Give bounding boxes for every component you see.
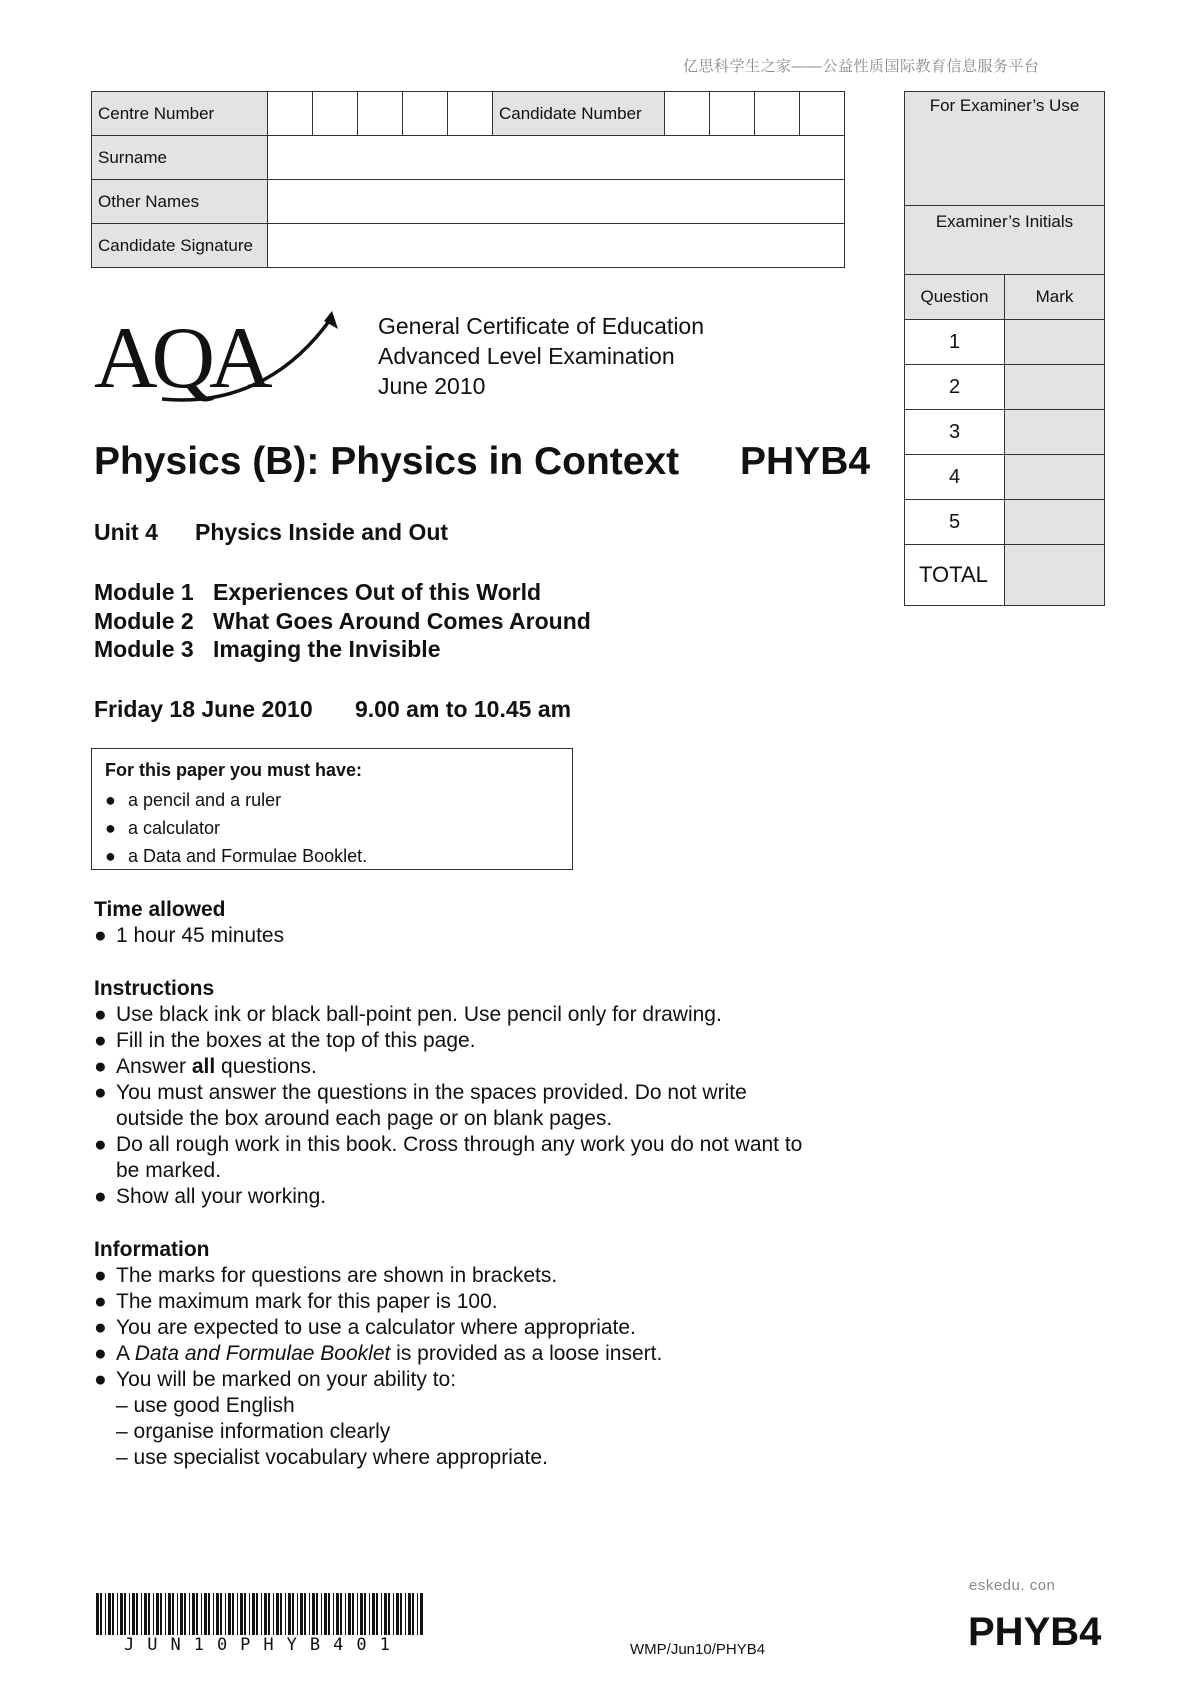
barcode-bar: [372, 1593, 375, 1635]
question-header: Question: [905, 275, 1005, 320]
information-subitem: – use good English: [116, 1394, 295, 1417]
barcode-bar: [165, 1593, 166, 1635]
barcode-bar: [324, 1593, 327, 1635]
barcode-bar: [252, 1593, 255, 1635]
information-item: ● You will be marked on your ability to:: [94, 1368, 457, 1391]
watermark-text: 亿思科学生之家——公益性质国际教育信息服务平台: [683, 58, 1040, 75]
instruction-text: Use black ink or black ball-point pen. Use pencil only for drawing.: [116, 1003, 722, 1026]
barcode-bar: [316, 1593, 318, 1635]
question-number: 3: [905, 410, 1005, 455]
barcode-bar: [268, 1593, 270, 1635]
instruction-text: Do all rough work in this book. Cross through any work you do not want to be marked.: [116, 1133, 803, 1182]
mark-header: Mark: [1005, 275, 1104, 320]
centre-number-box[interactable]: [448, 92, 493, 136]
instruction-item: ● Fill in the boxes at the top of this page.: [94, 1029, 476, 1052]
must-have-item: ● a Data and Formulae Booklet.: [105, 846, 368, 866]
barcode-bar: [237, 1593, 238, 1635]
candidate-number-label: Candidate Number: [493, 92, 665, 136]
module-title: Imaging the Invisible: [213, 636, 441, 662]
barcode-bar: [285, 1593, 286, 1635]
centre-number-box[interactable]: [403, 92, 448, 136]
barcode-bar: [144, 1593, 147, 1635]
instruction-text: Show all your working.: [116, 1185, 327, 1208]
instructions-heading: Instructions: [94, 977, 215, 1000]
candidate-signature-label: Candidate Signature: [92, 224, 268, 268]
information-text: You will be marked on your ability to:: [116, 1368, 457, 1391]
barcode-bar: [124, 1593, 126, 1635]
barcode-bar: [184, 1593, 186, 1635]
module-item: [94, 578, 591, 607]
paper-title: Physics (B): Physics in Context: [94, 440, 680, 483]
information-text: [116, 1341, 662, 1367]
time-allowed-heading: Time allowed: [94, 898, 226, 921]
certificate-info: [378, 311, 704, 401]
question-number: 4: [905, 455, 1005, 500]
information-item: ● The marks for questions are shown in brackets.: [94, 1264, 558, 1287]
instruction-item: ● You must answer the questions in the spaces provided. Do not write outside the box around each page or on blank pages.: [94, 1080, 814, 1132]
barcode-text: JUN10PHYB401: [124, 1635, 403, 1655]
barcode-bar: [216, 1593, 219, 1635]
mark-cell[interactable]: [1005, 455, 1104, 500]
barcode-bar: [393, 1593, 394, 1635]
barcode-bar: [208, 1593, 210, 1635]
centre-number-box[interactable]: [268, 92, 313, 136]
information-heading: Information: [94, 1238, 210, 1261]
aqa-logo-text: AQA: [94, 310, 267, 407]
barcode-bar: [369, 1593, 370, 1635]
barcode-bar: [396, 1593, 399, 1635]
total-mark-cell[interactable]: [1005, 545, 1104, 605]
barcode-bar: [280, 1593, 282, 1635]
barcode-bar: [192, 1593, 195, 1635]
instruction-text: [116, 1054, 317, 1080]
information-section: [94, 1237, 814, 1471]
instruction-item: ● Show all your working.: [94, 1185, 327, 1208]
instruction-text: You must answer the questions in the spaces provided. Do not write outside the box around each page or on blank pages.: [116, 1081, 747, 1130]
module-title: What Goes Around Comes Around: [213, 607, 591, 634]
barcode-bar: [300, 1593, 303, 1635]
information-text-part: is provided as a loose insert.: [390, 1342, 663, 1365]
information-text: The marks for questions are shown in brackets.: [116, 1264, 558, 1287]
barcode-bar: [376, 1593, 378, 1635]
module-label: Module 2: [94, 607, 194, 634]
mark-cell[interactable]: [1005, 365, 1104, 410]
barcode-bar: [345, 1593, 346, 1635]
barcode-bar: [364, 1593, 366, 1635]
exam-date: Friday 18 June 2010: [94, 696, 313, 722]
unit-label: Unit 4: [94, 519, 158, 545]
module-title: Experiences Out of this World: [213, 579, 542, 605]
barcode-bar: [204, 1593, 207, 1635]
information-item: ● The maximum mark for this paper is 100.: [94, 1290, 498, 1313]
question-number: 2: [905, 365, 1005, 410]
centre-number-box[interactable]: [313, 92, 358, 136]
total-label: TOTAL: [905, 545, 1005, 605]
barcode-bar: [148, 1593, 150, 1635]
barcode-bar: [225, 1593, 226, 1635]
barcode-bar: [160, 1593, 162, 1635]
examiner-use-box: [904, 91, 1105, 606]
barcode-bar: [156, 1593, 159, 1635]
certificate-line: Advanced Level Examination: [378, 343, 675, 369]
must-have-box: [91, 748, 573, 870]
examiner-initials-label: Examiner’s Initials: [905, 206, 1104, 275]
centre-number-box[interactable]: [358, 92, 403, 136]
aqa-logo: [92, 307, 342, 407]
module-list: [94, 578, 591, 664]
barcode-bar: [120, 1593, 123, 1635]
barcode-bar: [220, 1593, 222, 1635]
instruction-item: ● Use black ink or black ball-point pen. Use pencil only for drawing.: [94, 1003, 722, 1026]
information-text: You are expected to use a calculator where appropriate.: [116, 1316, 636, 1339]
footer-paper-code: PHYB4: [968, 1610, 1102, 1654]
instruction-item: ● Do all rough work in this book. Cross through any work you do not want to be marked.: [94, 1132, 814, 1184]
instructions-section: [94, 976, 814, 1210]
barcode-bar: [100, 1593, 102, 1635]
barcode-bar: [132, 1593, 135, 1635]
unit-line: [94, 519, 448, 546]
barcode-bar: [328, 1593, 330, 1635]
examiner-use-label: For Examiner’s Use: [905, 92, 1104, 206]
surname-label: Surname: [92, 136, 268, 180]
unit-title: Physics Inside and Out: [195, 519, 449, 545]
candidate-number-box[interactable]: [665, 92, 710, 136]
barcode-bar: [297, 1593, 298, 1635]
other-names-field[interactable]: [268, 180, 845, 224]
barcode-bar: [388, 1593, 390, 1635]
instruction-item: ● Answer all questions.: [94, 1055, 317, 1078]
barcode-bar: [408, 1593, 411, 1635]
information-item: ● A Data and Formulae Booklet is provided as a loose insert.: [94, 1342, 663, 1365]
barcode-bar: [417, 1593, 418, 1635]
barcode-bar: [96, 1593, 99, 1635]
barcode-bar: [256, 1593, 258, 1635]
certificate-line: June 2010: [378, 373, 486, 399]
must-have-item-text: a Data and Formulae Booklet.: [128, 846, 368, 866]
barcode-bar: [336, 1593, 339, 1635]
module-label: Module 1: [94, 579, 194, 605]
module-item: [94, 635, 591, 664]
information-text: The maximum mark for this paper is 100.: [116, 1290, 498, 1313]
information-item: ● You are expected to use a calculator where appropriate.: [94, 1316, 636, 1339]
barcode-bar: [232, 1593, 234, 1635]
barcode-bar: [357, 1593, 358, 1635]
barcode-bar: [108, 1593, 111, 1635]
barcode-bar: [240, 1593, 243, 1635]
mark-cell[interactable]: [1005, 410, 1104, 455]
barcode-bar: [412, 1593, 414, 1635]
barcode-bar: [288, 1593, 291, 1635]
barcode-bar: [273, 1593, 274, 1635]
exam-date-line: [94, 696, 571, 723]
information-subitem: – use specialist vocabulary where appropriate.: [116, 1446, 548, 1469]
surname-field[interactable]: [268, 136, 845, 180]
barcode-bar: [312, 1593, 315, 1635]
question-number: 1: [905, 320, 1005, 365]
paper-code: PHYB4: [740, 440, 871, 483]
candidate-number-box[interactable]: [710, 92, 755, 136]
barcode-bar: [405, 1593, 406, 1635]
barcode-bar: [400, 1593, 402, 1635]
barcode-bar: [168, 1593, 171, 1635]
barcode-bar: [129, 1593, 130, 1635]
instruction-text-part: Answer: [116, 1055, 192, 1078]
must-have-item: ● a calculator: [105, 818, 221, 838]
mark-cell[interactable]: [1005, 320, 1104, 365]
barcode-bar: [112, 1593, 114, 1635]
instruction-text: Fill in the boxes at the top of this page.: [116, 1029, 476, 1052]
barcode-bar: [172, 1593, 174, 1635]
other-names-label: Other Names: [92, 180, 268, 224]
centre-number-label: Centre Number: [92, 92, 268, 136]
barcode-bar: [141, 1593, 142, 1635]
candidate-number-box[interactable]: [800, 92, 845, 136]
instruction-emphasis: all: [191, 1055, 216, 1078]
barcode-bar: [360, 1593, 363, 1635]
barcode-bar: [352, 1593, 354, 1635]
instruction-text-part: questions.: [215, 1055, 317, 1078]
barcode-bar: [180, 1593, 183, 1635]
information-subitem: – organise information clearly: [116, 1420, 391, 1443]
module-item: [94, 607, 591, 636]
barcode-bar: [309, 1593, 310, 1635]
time-allowed-section: [94, 897, 284, 949]
barcode-bar: [292, 1593, 294, 1635]
footer-reference: WMP/Jun10/PHYB4: [630, 1641, 766, 1658]
barcode-bar: [228, 1593, 231, 1635]
certificate-line: General Certificate of Education: [378, 313, 705, 339]
must-have-item-text: a pencil and a ruler: [128, 790, 282, 810]
barcode-bar: [153, 1593, 154, 1635]
barcode-bar: [304, 1593, 306, 1635]
barcode-bar: [261, 1593, 262, 1635]
information-text-part: A: [116, 1342, 135, 1365]
barcode-bar: [249, 1593, 250, 1635]
module-label: Module 3: [94, 636, 194, 662]
must-have-item: ● a pencil and a ruler: [105, 790, 282, 810]
must-have-heading: For this paper you must have:: [105, 760, 363, 780]
barcode-bar: [105, 1593, 106, 1635]
time-allowed-text: 1 hour 45 minutes: [116, 924, 285, 947]
candidate-details-table: [91, 91, 845, 268]
barcode-bar: [348, 1593, 351, 1635]
site-watermark: eskedu. con: [969, 1577, 1056, 1594]
barcode-bar: [420, 1593, 423, 1635]
barcode-bar: [177, 1593, 178, 1635]
barcode-bar: [264, 1593, 267, 1635]
barcode-bar: [244, 1593, 246, 1635]
must-have-item-text: a calculator: [128, 818, 221, 838]
barcode-bar: [384, 1593, 387, 1635]
barcode-bar: [201, 1593, 202, 1635]
candidate-number-box[interactable]: [755, 92, 800, 136]
barcode-bar: [381, 1593, 382, 1635]
marks-grid: [905, 275, 1104, 605]
barcode-bar: [196, 1593, 198, 1635]
time-allowed-item: ● 1 hour 45 minutes: [94, 924, 285, 947]
candidate-signature-field[interactable]: [268, 224, 845, 268]
barcode-bar: [276, 1593, 279, 1635]
exam-time: 9.00 am to 10.45 am: [355, 696, 572, 722]
barcode-bar: [136, 1593, 138, 1635]
barcode-bar: [321, 1593, 322, 1635]
barcode-bar: [117, 1593, 118, 1635]
barcode-bar: [189, 1593, 190, 1635]
question-number: 5: [905, 500, 1005, 545]
barcode-bar: [213, 1593, 214, 1635]
information-italic: Data and Formulae Booklet: [134, 1342, 391, 1365]
barcode-bar: [340, 1593, 342, 1635]
mark-cell[interactable]: [1005, 500, 1104, 545]
barcode: [96, 1593, 426, 1635]
barcode-bar: [333, 1593, 334, 1635]
